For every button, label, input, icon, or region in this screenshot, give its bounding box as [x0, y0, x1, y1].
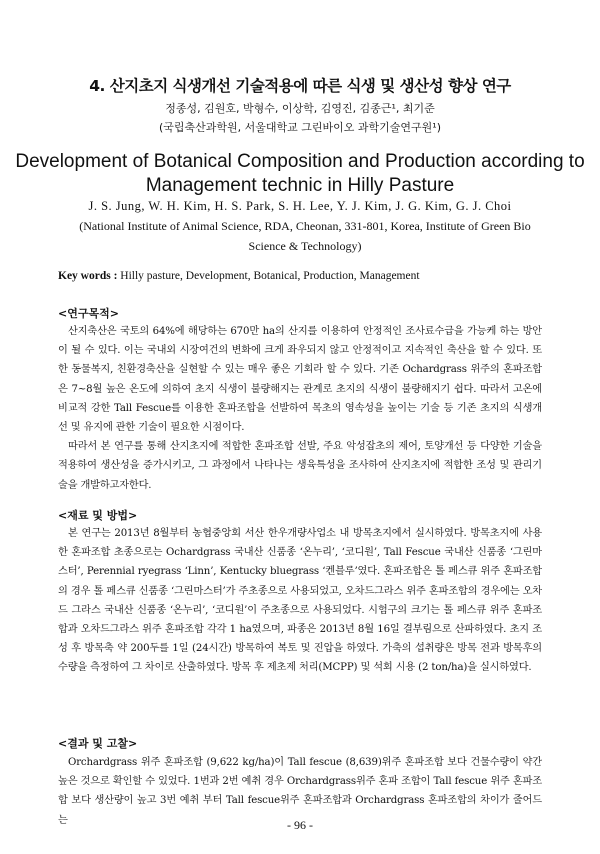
objective-section — [58, 322, 542, 495]
korean-authors: 정종성, 김원호, 박형수, 이상학, 김영진, 김종근¹, 최기준 — [165, 102, 435, 115]
section-results-heading: <결과 및 고찰> — [58, 737, 138, 750]
methods-section — [58, 524, 542, 678]
english-authors: J. S. Jung, W. H. Kim, H. S. Park, S. H. Lee, Y. J. Kim, J. G. Kim, G. J. Choi — [88, 199, 512, 213]
english-title-line1: Development of Botanical Composition and Production according to — [15, 151, 585, 172]
keywords-text: Hilly pasture, Development, Botanical, Production, Management — [120, 270, 420, 282]
objective-paragraph-2: 따라서 본 연구를 통해 산지초지에 적합한 혼파조합 선발, 주요 악성잡초의 제어, 토양개선 등 다양한 기술을 적용하여 생산성을 증가시키고, 그 과정에서 나타나는 생육특성을 조사하여 산지초지에 적합한 조성 및 관리기술을 개발하고자한다. — [58, 441, 542, 491]
keywords — [58, 270, 558, 282]
results-paragraph-1: Orchardgrass 위주 혼파조합 (9,622 kg/ha)이 Tall fescue (8,639)위주 혼파조합 보다 건물수량이 약간 높은 것으로 확인할 수 있었다. 1번과 2번 예취 경우 Orchardgrass위주 혼파 조합이 Tall fescue 위주 혼파조합 보다 생산량이 높고 3번 예취 부터 Tall fescue위주 혼파조합과 Orchardgrass 혼파조합의 차이가 줄어드는 — [58, 757, 542, 826]
english-title-line2: Management technic in Hilly Pasture — [145, 175, 455, 196]
methods-paragraph-1: 본 연구는 2013년 8월부터 농협중앙회 서산 한우개량사업소 내 방목초지에서 실시하였다. 방목초지에 사용한 혼파조합 초종으로는 Ochardgrass 국내산 신품종 ‘온누리’, ‘코디원’, Tall Fescue 국내산 신품종 ‘그린마스터’, Perennial ryegrass ‘Linn’, Kentucky bluegrass ‘켄블루’였다. 혼파조합은 톨 페스큐 위주 혼파조합의 경우 톨 페스큐 신품종 ‘그린마스터’가 주초종으로 사용되었고, 오차드그라스 위주 혼파조합의 경우에는 오차드 그라스 국내산 신품종 ‘온누리’, ‘코디원’이 주초종으로 사용되었다. 시험구의 크기는 톨 페스큐 위주 혼파조합과 오차드그라스 위주 혼파조합 각각 1 ha였으며, 파종은 2013년 8월 16일 결부림으로 산파하였다. 초지 조성 후 방목축 약 200두를 1일 (24시간) 방목하여 복토 및 진압을 하였다. 가축의 섭취량은 방목 전과 방목후의 수량을 측정하여 그 차이로 산출하였다. 방목 후 제초제 처리(MCPP) 및 석회 시용 (2 ton/ha)을 실시하였다. — [58, 528, 542, 674]
english-affiliation: (National Institute of Animal Science, RDA, Cheonan, 331-801, Korea, Institute of Green Bio Science & Technology) — [79, 219, 531, 253]
korean-title: 4. 산지초지 식생개선 기술적용에 따른 식생 및 생산성 향상 연구 — [89, 77, 511, 95]
english-title — [0, 150, 600, 198]
objective-paragraph-1: 산지축산은 국토의 64%에 해당하는 670만 ha의 산지를 이용하여 안정적인 조사료수급을 가능케 하는 방안이 될 수 있다. 이는 국내외 시장여건의 변화에 크게 좌우되지 않고 안정적이고 지속적인 축산을 할 수 있다. 또한 동물복지, 친환경축산을 실현할 수 있는 매우 좋은 기회라 할 수 있다. 기존 Ochardgrass 위주의 혼파조합은 7~8월 높은 온도에 의하여 초지 식생이 불량해지는 관계로 초지의 식생이 불량해지기 쉽다. 따라서 고온에 비교적 강한 Tall Fescue를 이용한 혼파조합을 선발하여 목초의 영속성을 높이는 기술 등 기존 초지의 식생개선 및 유지에 관한 기술이 필요한 시점이다. — [58, 326, 542, 434]
keywords-label: Key words : — [58, 270, 118, 282]
korean-affiliation: (국립축산과학원, 서울대학교 그린바이오 과학기술연구원¹) — [158, 121, 441, 134]
section-methods-heading: <재료 및 방법> — [58, 509, 138, 522]
section-objective-heading: <연구목적> — [58, 307, 119, 320]
page-number: - 96 - — [287, 818, 313, 832]
